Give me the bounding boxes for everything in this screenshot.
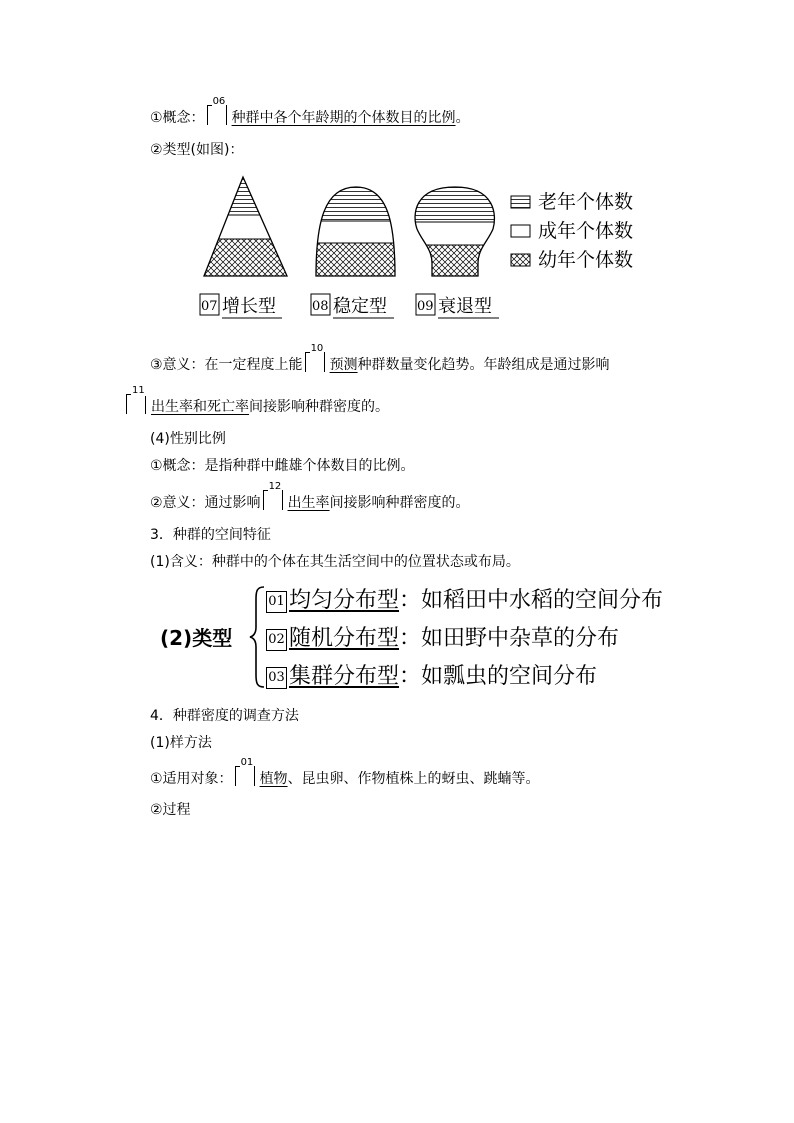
types-heading: (2)类型 [160,626,233,650]
age-structure-figure [172,163,656,335]
answer-text: 预测 [329,357,358,373]
legend-adult: 成年个体数 [538,220,634,242]
quadrat-objects [150,757,540,789]
answer-text: 出生率 [287,495,330,511]
quadrat-heading: (1)样方法 [150,735,212,751]
answer-text: 植物 [259,771,288,787]
blank-number-box [235,757,255,786]
type-answer: 均匀分布型 [289,588,400,613]
curly-brace [248,585,266,689]
age-concept-line [150,96,470,128]
blank-number: 12 [268,481,282,492]
line-suffix: 种群数量变化趋势。年龄组成是通过影响 [357,357,610,373]
line-suffix: 间接影响种群密度的。 [249,399,389,415]
blank-number-box [207,96,227,125]
label-num-declining: 09 [417,299,434,314]
label-stable: 稳定型 [333,296,387,317]
line-suffix: 。 [455,110,470,126]
line-suffix: 、昆虫卵、作物植株上的蚜虫、跳蝻等。 [287,771,540,787]
stable-type-pyramid [302,163,412,283]
sex-ratio-concept: ①概念：是指种群中雌雄个体数目的比例。 [150,458,415,474]
line-prefix: ①适用对象： [150,771,233,787]
blank-number-box [263,481,283,510]
legend-old: 老年个体数 [538,191,634,213]
blank-number: 06 [212,96,226,107]
legend-young: 幼年个体数 [538,249,634,271]
figure-legend [511,191,633,271]
type-row-random [266,621,619,652]
age-type-line: ②类型(如图)： [150,142,244,158]
type-num: 03 [266,667,287,689]
blank-number-box [305,343,325,372]
type-row-uniform [266,583,663,614]
blank-number-box [126,385,146,414]
spatial-heading: 3．种群的空间特征 [150,527,271,543]
label-declining: 衰退型 [438,296,492,317]
blank-number: 10 [310,343,324,354]
legend-swatch-old [511,196,530,208]
blank-number: 11 [132,385,145,396]
line-prefix: ②意义：通过影响 [150,495,261,511]
spatial-types-block [160,583,720,693]
line-suffix: 间接影响种群密度的。 [329,495,470,511]
type-desc: ：如田野中杂草的分布 [399,626,620,651]
answer-text: 种群中各个年龄期的个体数目的比例 [231,110,456,126]
type-row-clumped [266,659,597,690]
label-num-stable: 08 [312,299,329,314]
line-prefix: ③意义：在一定程度上能 [150,357,303,373]
pyramid-labels [200,294,499,318]
type-num: 01 [266,591,287,613]
declining-type-pyramid [407,163,507,285]
sex-ratio-significance [150,481,470,513]
quadrat-process: ②过程 [150,802,191,818]
survey-heading: 4．种群密度的调查方法 [150,708,299,724]
line-prefix: ①概念： [150,110,205,126]
answer-text: 出生率和死亡率 [151,399,249,415]
legend-swatch-young [511,254,530,266]
type-desc: ：如瓢虫的空间分布 [399,664,598,689]
sex-ratio-heading: (4)性别比例 [150,431,226,447]
label-num-growth: 07 [201,299,218,314]
type-answer: 集群分布型 [289,664,400,689]
age-significance-line-2 [124,385,389,417]
spatial-meaning: (1)含义：种群中的个体在其生活空间中的位置状态或布局。 [150,554,520,570]
type-answer: 随机分布型 [289,626,400,651]
blank-number: 01 [240,757,254,768]
label-growth: 增长型 [222,296,276,317]
age-significance-line [150,343,610,375]
type-num: 02 [266,629,287,651]
legend-swatch-adult [511,225,530,237]
type-desc: ：如稻田中水稻的空间分布 [399,588,664,613]
